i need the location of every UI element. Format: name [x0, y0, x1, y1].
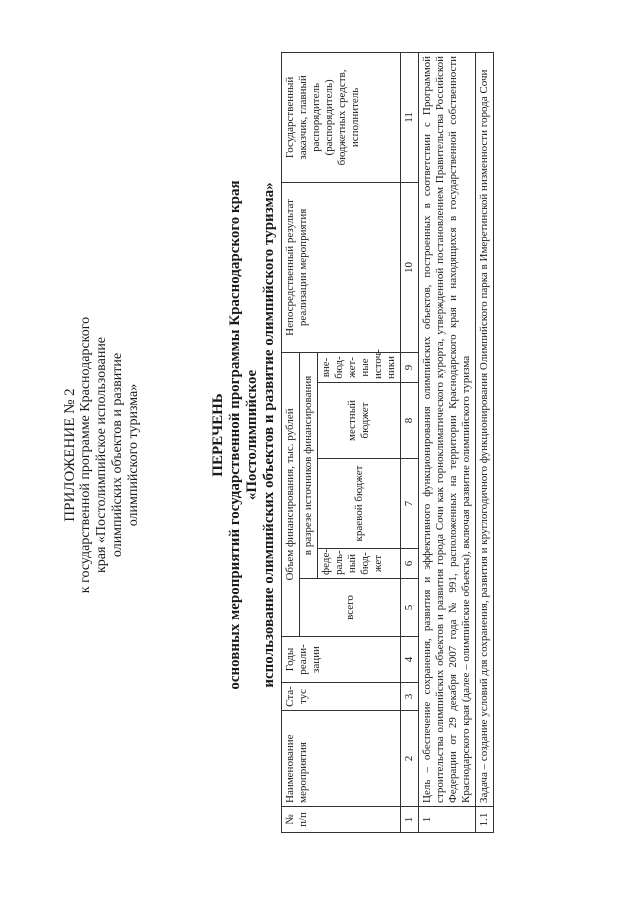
column-numbers-row: [401, 52, 419, 832]
task-row: [476, 52, 494, 832]
header-local: местный бюджет: [318, 383, 401, 459]
header-total: всего: [300, 579, 401, 637]
col-number: 5: [401, 579, 419, 637]
appendix-line: края «Постолимпийское использование: [94, 336, 109, 574]
col-number: 3: [401, 683, 419, 711]
col-number: 8: [401, 383, 419, 459]
header-funding: Объем финансирования, тыс. рублей: [282, 352, 300, 636]
appendix-title: ПРИЛОЖЕНИЕ № 2: [62, 388, 78, 522]
appendix-line: к государственной программе Краснодарского: [78, 316, 93, 594]
col-number: 1: [401, 807, 419, 833]
measures-table: [281, 52, 494, 833]
appendix-line: олимпийского туризма»: [126, 383, 141, 527]
col-number: 11: [401, 52, 419, 182]
goal-row: [419, 52, 476, 832]
header-status: Ста-тус: [282, 683, 401, 711]
heading-title: ПЕРЕЧЕНЬ: [210, 393, 226, 477]
header-result: Непосредственный результат реализации мероприятия: [282, 182, 401, 352]
col-number: 4: [401, 637, 419, 683]
header-extrabudget: вне-бюд-жет-ные источ-ники: [318, 352, 401, 382]
header-federal: феде-раль-ный бюд-жет: [318, 549, 401, 579]
header-num: № п/п: [282, 807, 401, 833]
heading-line: использование олимпийских объектов и развитие олимпийского туризма»: [261, 182, 277, 688]
col-number: 2: [401, 711, 419, 807]
task-num: 1.1: [476, 807, 494, 833]
header-customer: Государственный заказчик, главный распорядитель (распорядитель) бюджетных средств, исполнитель: [282, 52, 401, 182]
col-number: 9: [401, 352, 419, 382]
header-years: Годы реали-зации: [282, 637, 401, 683]
header-regional: краевой бюджет: [318, 459, 401, 549]
goal-text: Цель – обеспечение сохранения, развития и эффективного функционирования олимпийских объектов, построенных в соответствии с Программой строительства олимпийских объектов и развития города Сочи как горноклиматического курорта, утвержденной постановлением Правительства Российской Федерации от 29 декабря 2007 года № 991, расположенных на территории Краснодарского края и находящихся в государственной собственности Краснодарского края (далее – олимпийские объекты), включая развитие олимпийского туризма: [419, 52, 476, 806]
document-heading: [210, 135, 278, 735]
col-number: 6: [401, 549, 419, 579]
col-number: 7: [401, 459, 419, 549]
goal-num: 1: [419, 807, 476, 833]
appendix-block: [62, 305, 142, 605]
task-text: Задача – создание условий для сохранения, развития и круглогодичного функционирования Олимпийского парка в Имеретинской низменности города Сочи: [476, 52, 494, 806]
heading-line: основных мероприятий государственной программы Краснодарского края «Постолимпийское: [227, 180, 260, 690]
appendix-line: олимпийских объектов и развитие: [110, 352, 125, 558]
header-name: Наименование мероприятия: [282, 711, 401, 807]
col-number: 10: [401, 182, 419, 352]
header-by-source: в разрезе источников финансирования: [300, 352, 318, 578]
